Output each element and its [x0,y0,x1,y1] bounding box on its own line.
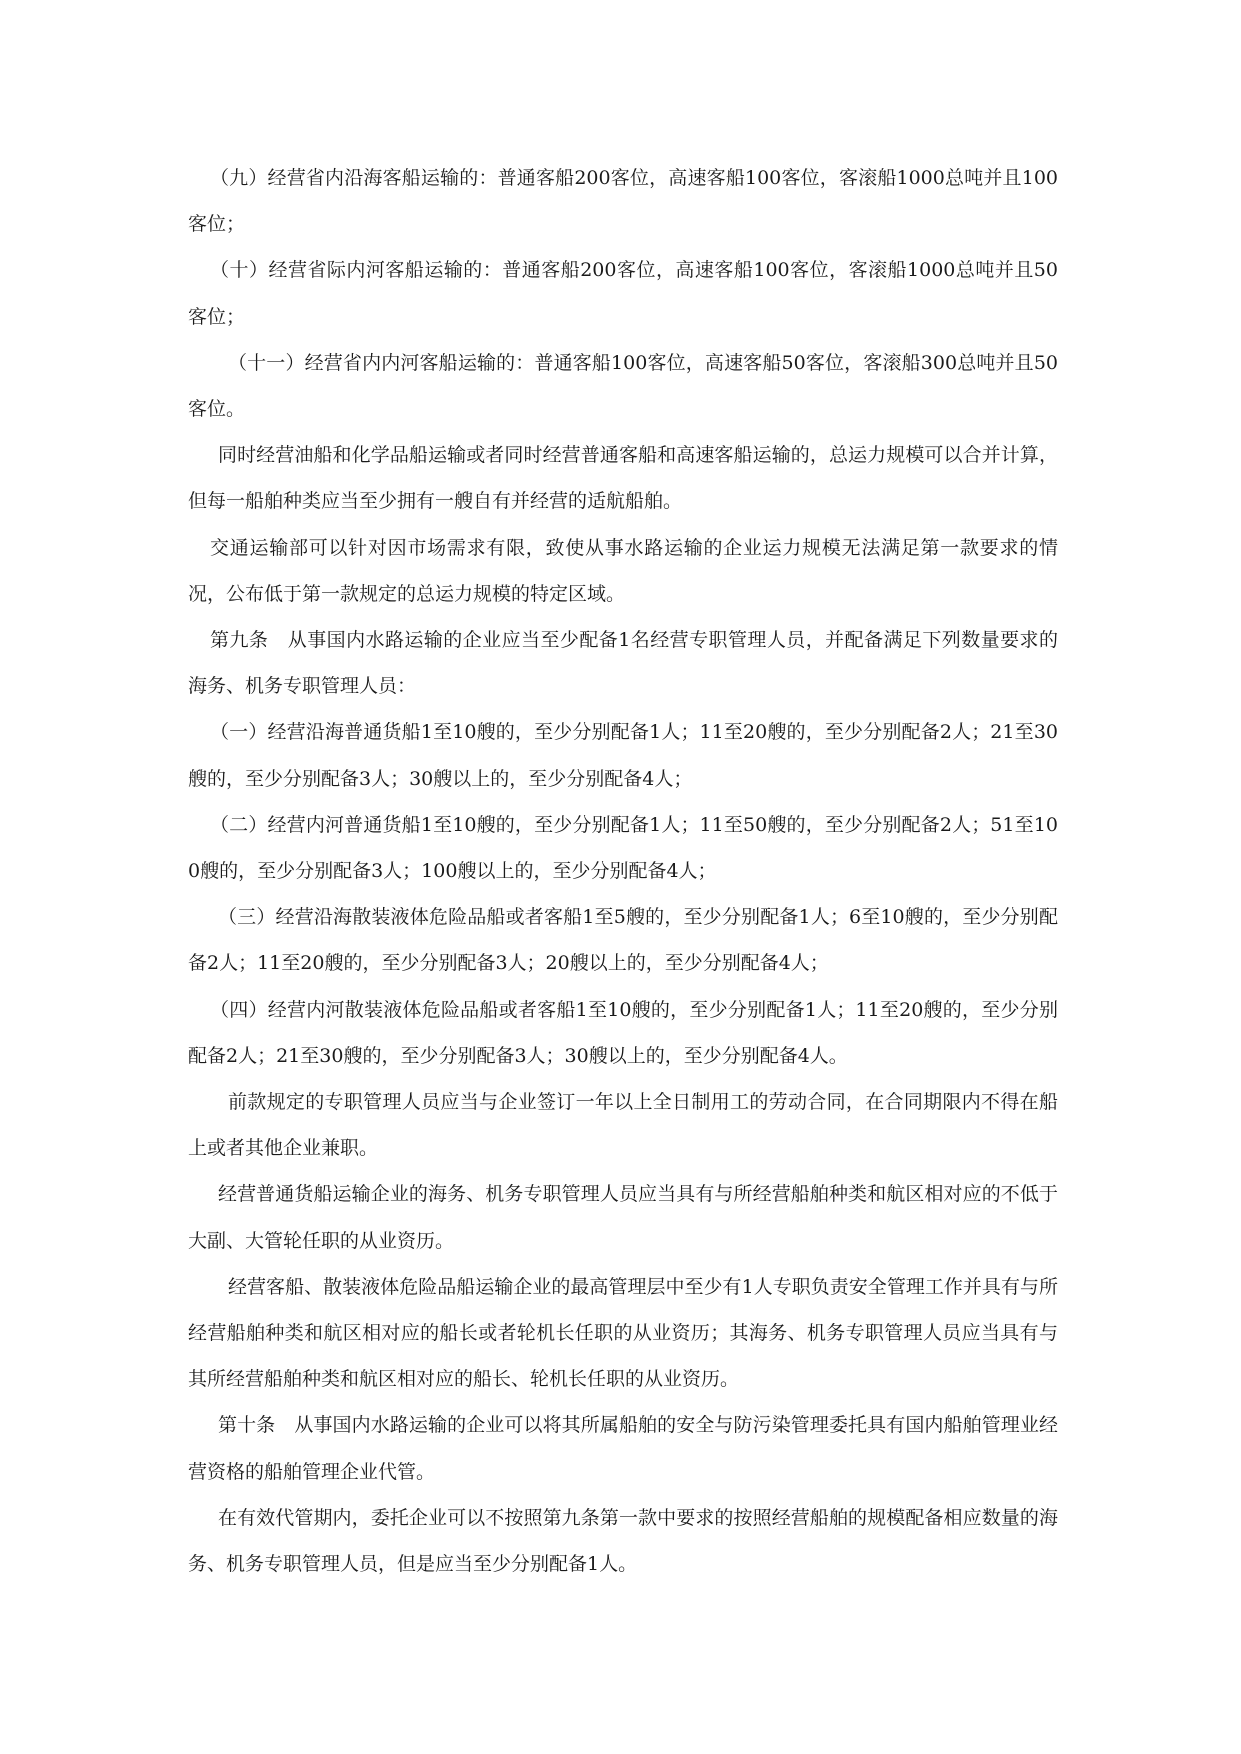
clause-9-paragraph: （九）经营省内沿海客船运输的：普通客船200客位，高速客船100客位，客滚船1000总吨并且100客位； [188,167,1058,236]
article-9-item-2: （二）经营内河普通货船1至10艘的，至少分别配备1人；11至50艘的，至少分别配备2人；51至100艘的，至少分别配备3人；100艘以上的，至少分别配备4人； [188,813,1058,883]
combined-capacity-paragraph: 同时经营油船和化学品船运输或者同时经营普通客船和高速客船运输的，总运力规模可以合并计算，但每一船舶种类应当至少拥有一艘自有并经营的适航船舶。 [188,444,1058,513]
cargo-staff-qualification-paragraph: 经营普通货船运输企业的海务、机务专职管理人员应当具有与所经营船舶种类和航区相对应的不低于大副、大管轮任职的从业资历。 [188,1183,1058,1252]
clause-11-paragraph: （十一）经营省内内河客船运输的：普通客船100客位，高速客船50客位，客滚船300总吨并且50客位。 [188,351,1058,421]
passenger-staff-qualification-paragraph: 经营客船、散装液体危险品船运输企业的最高管理层中至少有1人专职负责安全管理工作并具有与所经营船舶种类和航区相对应的船长或者轮机长任职的从业资历；其海务、机务专职管理人员应当具有与其所经营船舶种类和航区相对应的船长、轮机长任职的从业资历。 [188,1275,1058,1391]
special-region-paragraph: 交通运输部可以针对因市场需求有限，致使从事水路运输的企业运力规模无法满足第一款要求的情况，公布低于第一款规定的总运力规模的特定区域。 [188,536,1058,605]
staff-contract-paragraph: 前款规定的专职管理人员应当与企业签订一年以上全日制用工的劳动合同，在合同期限内不得在船上或者其他企业兼职。 [188,1091,1058,1160]
entrusted-management-paragraph: 在有效代管期内，委托企业可以不按照第九条第一款中要求的按照经营船舶的规模配备相应数量的海务、机务专职管理人员，但是应当至少分别配备1人。 [188,1506,1058,1576]
clause-10-paragraph: （十）经营省际内河客船运输的：普通客船200客位，高速客船100客位，客滚船1000总吨并且50客位； [188,259,1058,328]
article-9-item-1: （一）经营沿海普通货船1至10艘的，至少分别配备1人；11至20艘的，至少分别配备2人；21至30艘的，至少分别配备3人；30艘以上的，至少分别配备4人； [188,721,1058,790]
article-10-heading-paragraph: 第十条 从事国内水路运输的企业可以将其所属船舶的安全与防污染管理委托具有国内船舶管理业经营资格的船舶管理企业代管。 [188,1414,1058,1483]
article-9-item-3: （三）经营沿海散装液体危险品船或者客船1至5艘的，至少分别配备1人；6至10艘的，至少分别配备2人；11至20艘的，至少分别配备3人；20艘以上的，至少分别配备4人； [188,906,1058,975]
document-body [188,155,1058,1587]
article-9-item-4: （四）经营内河散装液体危险品船或者客船1至10艘的，至少分别配备1人；11至20艘的，至少分别配备2人；21至30艘的，至少分别配备3人；30艘以上的，至少分别配备4人。 [188,998,1058,1067]
article-9-heading-paragraph: 第九条 从事国内水路运输的企业应当至少配备1名经营专职管理人员，并配备满足下列数量要求的海务、机务专职管理人员： [188,629,1058,698]
